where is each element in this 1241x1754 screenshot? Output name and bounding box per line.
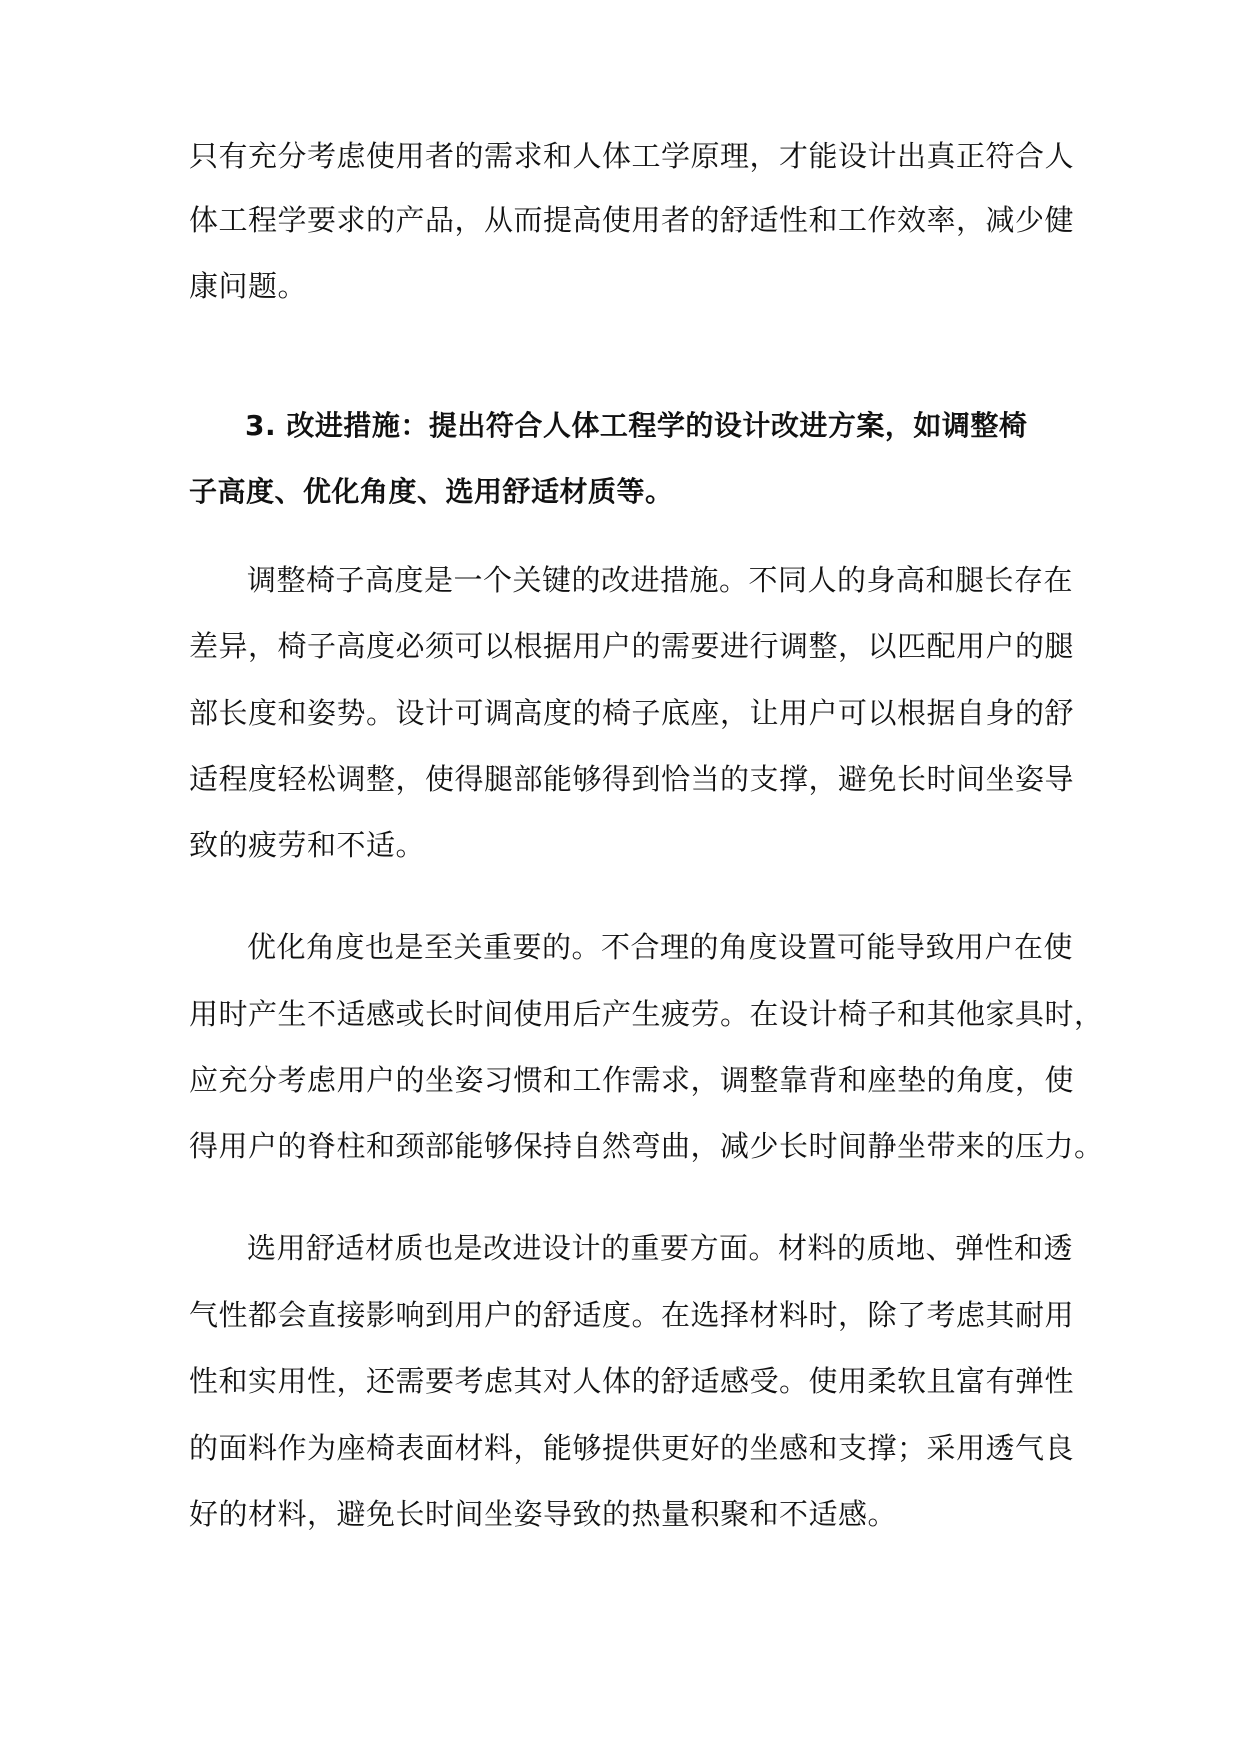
section-heading-line-1: 3. 改进措施：提出符合人体工程学的设计改进方案，如调整椅	[245, 409, 1028, 442]
intro-line-2: 体工程学要求的产品，从而提高使用者的舒适性和工作效率，减少健	[189, 203, 1075, 237]
height-paragraph-line-5: 致的疲劳和不适。	[189, 828, 426, 862]
height-paragraph-line-4: 适程度轻松调整，使得腿部能够得到恰当的支撑，避免长时间坐姿导	[189, 762, 1075, 796]
intro-line-1: 只有充分考虑使用者的需求和人体工学原理，才能设计出真正符合人	[189, 139, 1075, 173]
material-paragraph-line-2: 气性都会直接影响到用户的舒适度。在选择材料时，除了考虑其耐用	[189, 1298, 1075, 1332]
angle-paragraph-line-2: 用时产生不适感或长时间使用后产生疲劳。在设计椅子和其他家具时，	[189, 997, 1104, 1031]
height-paragraph-line-3: 部长度和姿势。设计可调高度的椅子底座，让用户可以根据自身的舒	[189, 696, 1075, 730]
height-paragraph-line-2: 差异，椅子高度必须可以根据用户的需要进行调整，以匹配用户的腿	[189, 629, 1075, 663]
material-paragraph-line-5: 好的材料，避免长时间坐姿导致的热量积聚和不适感。	[189, 1497, 898, 1531]
angle-paragraph-line-3: 应充分考虑用户的坐姿习惯和工作需求，调整靠背和座垫的角度，使	[189, 1063, 1075, 1097]
angle-paragraph-line-4: 得用户的脊柱和颈部能够保持自然弯曲，减少长时间静坐带来的压力。	[189, 1129, 1104, 1163]
material-paragraph-line-1: 选用舒适材质也是改进设计的重要方面。材料的质地、弹性和透	[247, 1231, 1074, 1265]
material-paragraph-line-4: 的面料作为座椅表面材料，能够提供更好的坐感和支撑；采用透气良	[189, 1431, 1075, 1465]
height-paragraph-line-1: 调整椅子高度是一个关键的改进措施。不同人的身高和腿长存在	[247, 563, 1074, 597]
section-heading-line-2: 子高度、优化角度、选用舒适材质等。	[189, 475, 674, 508]
angle-paragraph-line-1: 优化角度也是至关重要的。不合理的角度设置可能导致用户在使	[247, 930, 1074, 964]
material-paragraph-line-3: 性和实用性，还需要考虑其对人体的舒适感受。使用柔软且富有弹性	[189, 1364, 1075, 1398]
intro-line-3: 康问题。	[189, 269, 308, 303]
